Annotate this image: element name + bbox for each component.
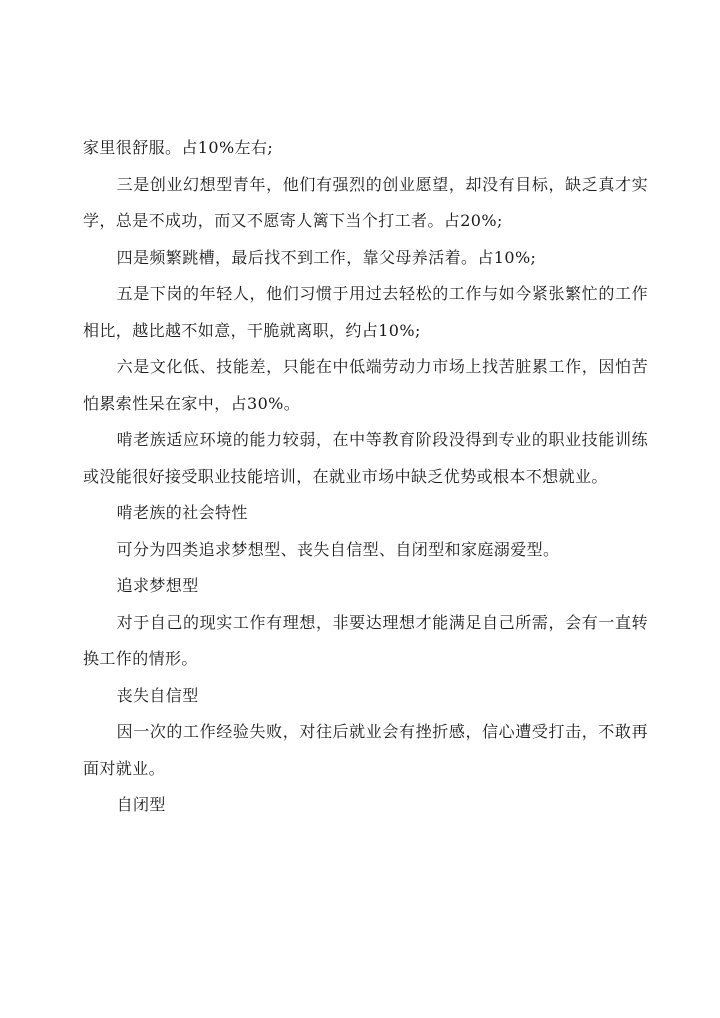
paragraph-adaptability: 啃老族适应环境的能力较弱，在中等教育阶段没得到专业的职业技能训练或没能很好接受职业技能培训，在就业市场中缺乏优势或根本不想就业。 xyxy=(83,430,648,486)
subheading-lost-confidence: 丧失自信型 xyxy=(116,685,199,705)
paragraph-continuation: 家里很舒服。占10%左右; xyxy=(83,138,274,157)
paragraph-type-four: 四是频繁跳槽，最后找不到工作，靠父母养活着。占10%; xyxy=(116,247,537,267)
section-heading-social-traits: 啃老族的社会特性 xyxy=(116,503,248,522)
paragraph-four-categories: 可分为四类追求梦想型、丧失自信型、自闭型和家庭溺爱型。 xyxy=(116,539,560,559)
paragraph-type-five: 五是下岗的年轻人，他们习惯于用过去轻松的工作与如今紧张繁忙的工作相比，越比越不如意，干脆就离职，约占10%; xyxy=(83,284,648,340)
paragraph-type-six: 六是文化低、技能差，只能在中低端劳动力市场上找苦脏累工作，因怕苦怕累索性呆在家中，占30%。 xyxy=(83,357,648,413)
subheading-dream-chasing: 追求梦想型 xyxy=(116,576,199,595)
paragraph-dream-chasing: 对于自己的现实工作有理想，非要达理想才能满足自己所需，会有一直转换工作的情形。 xyxy=(83,612,648,668)
paragraph-type-three: 三是创业幻想型青年，他们有强烈的创业愿望，却没有目标，缺乏真才实学，总是不成功，而又不愿寄人篱下当个打工者。占20%; xyxy=(83,174,648,230)
subheading-withdrawn: 自闭型 xyxy=(116,795,166,814)
document-body xyxy=(83,130,648,824)
paragraph-lost-confidence: 因一次的工作经验失败，对往后就业会有挫折感，信心遭受打击，不敢再面对就业。 xyxy=(83,722,648,778)
